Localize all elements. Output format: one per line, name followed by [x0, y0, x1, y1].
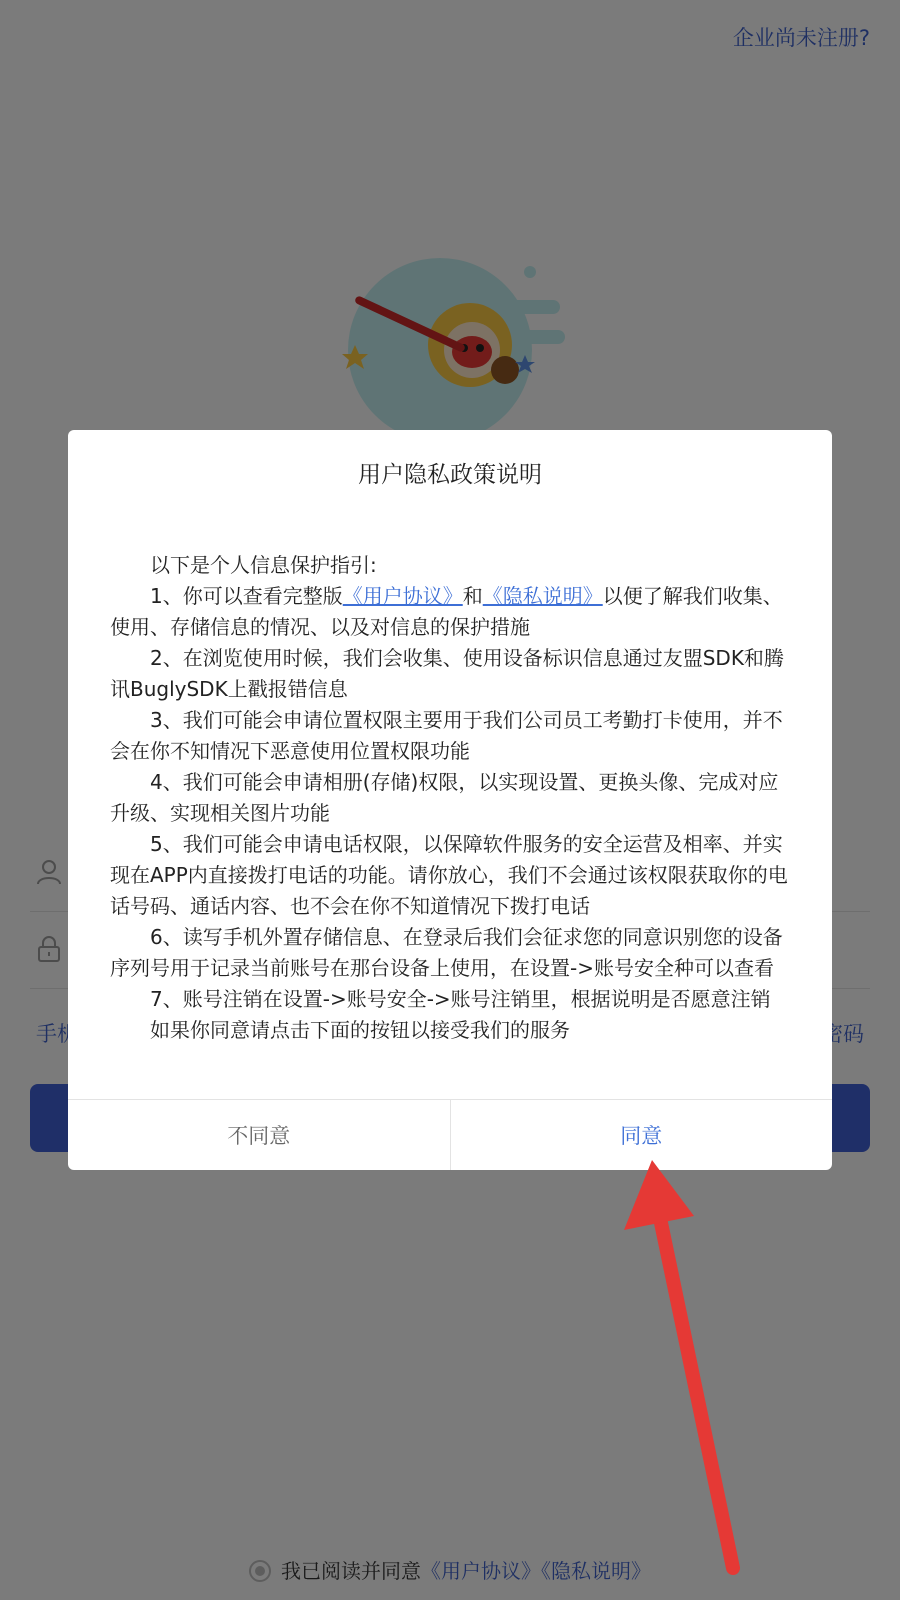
- dialog-footer: [68, 1099, 832, 1170]
- dialog-intro: 以下是个人信息保护指引:: [150, 553, 377, 577]
- dialog-title: 用户隐私政策说明: [358, 462, 542, 488]
- agree-button[interactable]: 同意: [620, 1124, 663, 1148]
- policy-item-6: 6、读写手机外置存储信息、在登录后我们会征求您的同意识别您的设备序列号用于记录当前账号在那台设备上使用，在设置->账号安全种可以查看: [110, 925, 783, 980]
- item1-text-after: 以便了解我们收集、使用、存储信息的情况、以及对信息的保护措施: [110, 584, 783, 639]
- privacy-dialog-link[interactable]: 《隐私说明》: [482, 584, 603, 608]
- policy-closing: 如果你同意请点击下面的按钮以接受我们的服务: [150, 1018, 570, 1042]
- policy-item-5: 5、我们可能会申请电话权限，以保障软件服务的安全运营及相率、并实现在APP内直接拨打电话的功能。请你放心，我们不会通过该权限获取你的电话号码、通话内容、也不会在你不知道情况下拨打电话: [110, 832, 788, 918]
- disagree-button[interactable]: 不同意: [68, 1100, 451, 1170]
- policy-item-2: 2、在浏览使用时候，我们会收集、使用设备标识信息通过友盟SDK和腾讯BuglySDK上戳报错信息: [110, 646, 784, 701]
- item1-text-before: 1、你可以查看完整版: [150, 584, 343, 608]
- policy-item-1: [110, 581, 794, 643]
- item1-text-and: 和: [462, 584, 483, 608]
- privacy-dialog: [68, 430, 832, 1170]
- policy-item-7: 7、账号注销在设置->账号安全->账号注销里，根据说明是否愿意注销: [150, 987, 771, 1011]
- policy-item-4: 4、我们可能会申请相册(存储)权限，以实现设置、更换头像、完成对应升级、实现相关图片功能: [110, 770, 779, 825]
- dialog-body: [110, 550, 794, 1046]
- policy-item-3: 3、我们可能会申请位置权限主要用于我们公司员工考勤打卡使用，并不会在你不知情况下恶意使用位置权限功能: [110, 708, 783, 763]
- user-agreement-dialog-link[interactable]: 《用户协议》: [342, 584, 463, 608]
